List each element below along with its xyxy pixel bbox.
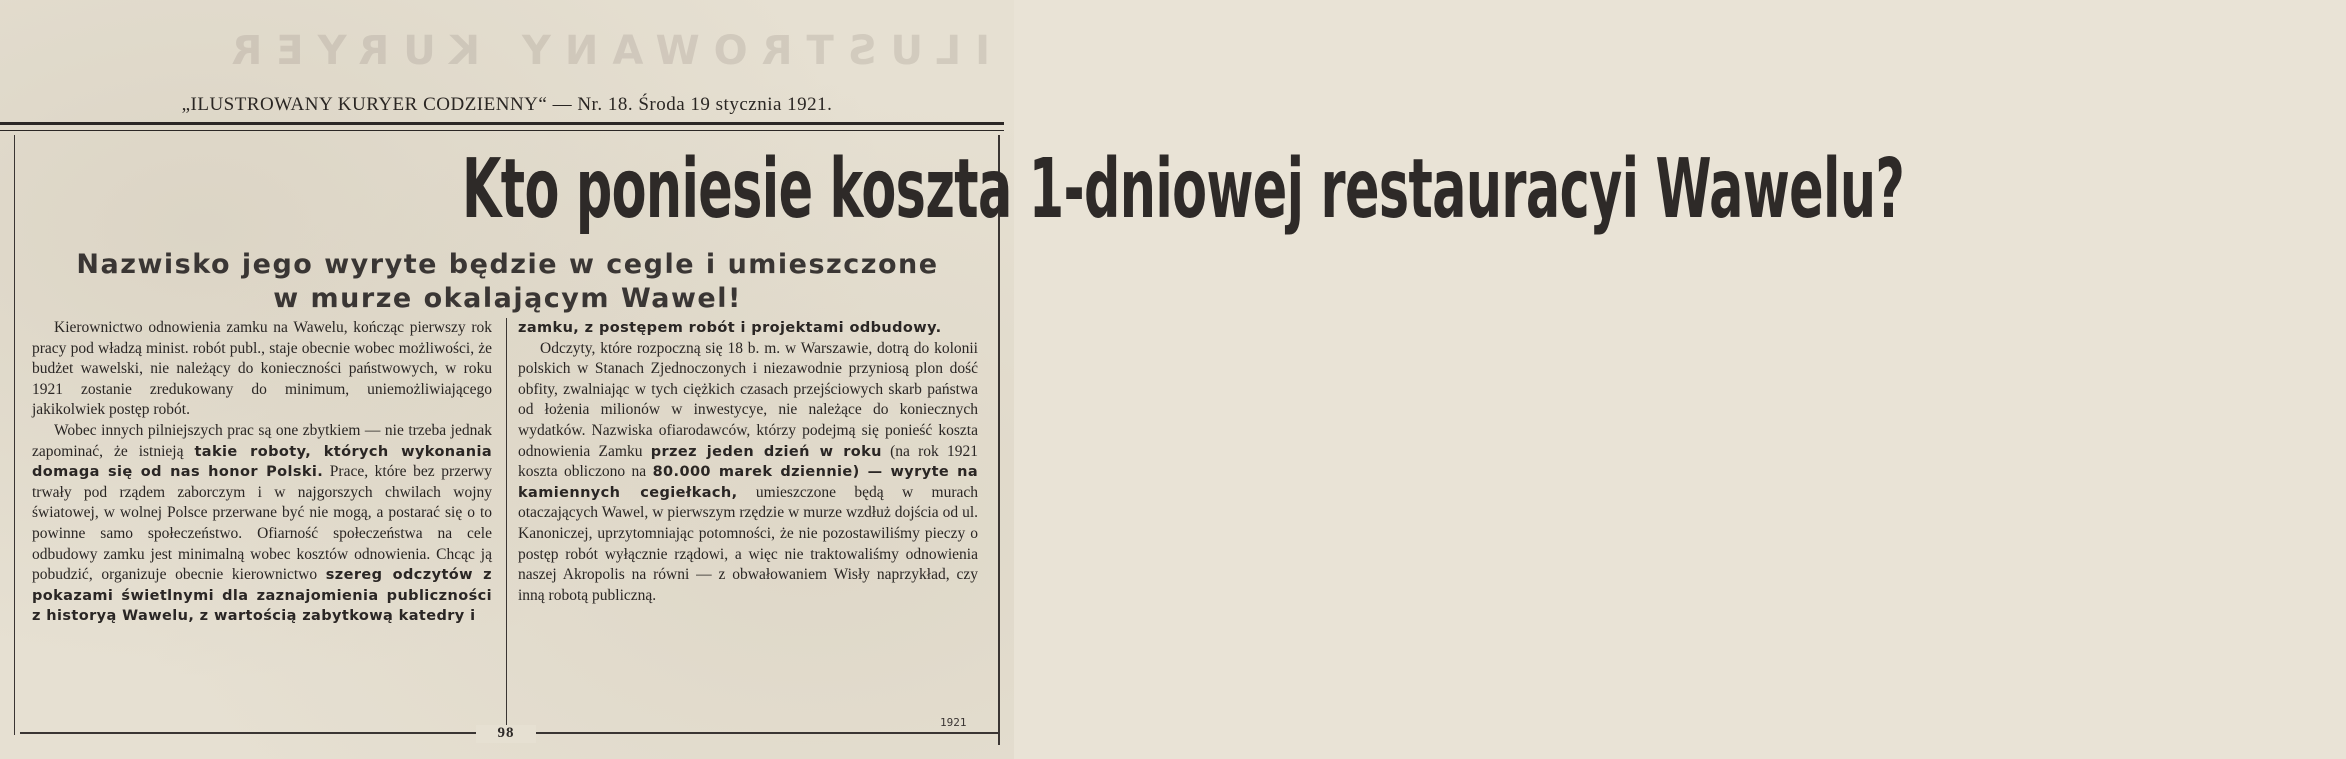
- article-subheadline: [20, 248, 995, 316]
- subhead-line-1: Nazwisko jego wyryte będzie w cegle i umieszczone: [76, 249, 939, 280]
- paragraph: Kierownictwo odnowienia zamku na Wawelu, kończąc pierwszy rok pracy pod władzą minist. robót publ., staje obecnie wobec możliwości, że budżet wawelski, nie należący do konieczności państwowych, w roku 1921 zostanie zredukowany do minimum, uniemożliwiającego jakikolwiek postęp robót.: [32, 319, 492, 419]
- corner-mark: 1921: [940, 716, 967, 729]
- masthead-rule-thin: [0, 130, 1004, 131]
- masthead-rule-thick: [0, 122, 1004, 125]
- paragraph: [32, 421, 492, 627]
- emphasis-text: 80.000 marek dziennie) — wyryte na kamiennych cegiełkach,: [518, 464, 979, 501]
- emphasis-text: takie roboty, których wykonania domaga się od nas honor Polski.: [32, 443, 492, 481]
- bleed-through-text: ILUSTROWANY KURYER: [217, 28, 990, 74]
- page-number: 98: [476, 725, 536, 743]
- article-column-left: [32, 318, 492, 627]
- article-column-right: [518, 318, 978, 606]
- emphasis-text: przez jeden dzień w roku: [650, 443, 882, 460]
- emphasis-text: szereg odczytów z pokazami świetlnymi dla zaznajomienia publiczności z historyą Wawelu, z wartością zabytkową katedry i: [32, 567, 493, 625]
- text-run: Wobec innych pilniejszych prac są one zbytkiem — nie trzeba jednak zapominać, że istnieją: [32, 421, 492, 460]
- emphasis-text: zamku, z postępem robót i projektami odbudowy.: [518, 320, 942, 336]
- paragraph: [518, 318, 978, 339]
- text-run: Prace, które bez przerwy trwały pod rządem zaborczym i w najgorszych chwilach wojny światowej, w wolnej Polsce przerwane być nie mogą, a postarać się o to powinne samo społeczeństwo. Ofiarność społeczeństwa na cele odbudowy zamku jest minimalną wobec kosztów odnowienia. Chcąc ją pobudzić, organizuje obecnie kierownictwo: [32, 463, 492, 584]
- masthead: „ILUSTROWANY KURYER CODZIENNY“ — Nr. 18. Środa 19 stycznia 1921.: [181, 94, 833, 115]
- paragraph: [518, 339, 978, 607]
- column-divider: [506, 318, 507, 726]
- text-run: umieszczone będą w murach otaczających Wawel, w pierwszym rzędzie w murze wzdłuż dojścia od ul. Kanoniczej, uprzytomniając potomności, że nie pozostawiliśmy pieczy o postęp robót wyłącznie rządowi, a więc nie traktowaliśmy odnowienia naszej Akropolis na równi — z obwałowaniem Wisły naprzykład, czy inną robotą publiczną.: [518, 483, 978, 604]
- article-headline: [20, 140, 1905, 250]
- subhead-line-2: w murze okalającym Wawel!: [273, 283, 742, 314]
- text-run: (na rok 1921 koszta obliczono na: [518, 442, 979, 481]
- frame-left-border: [14, 135, 15, 735]
- headline-text: Kto poniesie koszta 1-dniowej restauracyi Wawelu?: [461, 142, 1905, 237]
- text-run: Odczyty, które rozpoczną się 18 b. m. w Warszawie, dotrą do kolonii polskich w Stanach Zjednoczonych i niezawodnie przyniosą plon dość obfity, zwalniając w tych ciężkich czasach przejściowych skarb państwa od łożenia milionów w inwestycye, nie należące do koniecznych wydatków. Nazwiska ofiarodawców, którzy podejmą się ponieść koszta odnowienia Zamku: [518, 339, 978, 460]
